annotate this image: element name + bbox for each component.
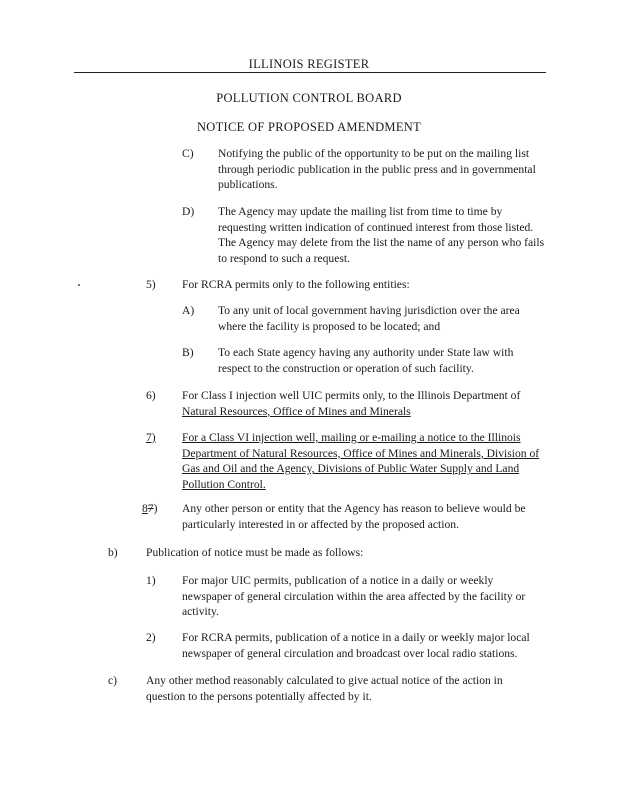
item-label-7: 7) [146, 431, 156, 444]
item-text-A: To any unit of local government having jurisdiction over the area where the facility is proposed to be located; and [218, 304, 520, 333]
item-text-6 [182, 388, 554, 419]
item-label-A: A) [182, 304, 195, 317]
item-label-c: c) [108, 674, 118, 687]
item-text-6-plain: For Class I injection well UIC permits only, to the Illinois Department of [182, 389, 521, 402]
item-label-8-new: 8 [142, 502, 148, 515]
item-text-6-inserted: Natural Resources, Office of Mines and Minerals [182, 404, 411, 418]
item-text-c: Any other method reasonably calculated to give actual notice of the action in question to the persons potentially affected by it. [146, 674, 503, 703]
item-label-8-old: 7 [147, 502, 154, 515]
item-text-b1: For major UIC permits, publication of a notice in a daily or weekly newspaper of general circulation within the area affected by the facility or activity. [182, 574, 526, 619]
item-text-b: Publication of notice must be made as follows: [146, 546, 364, 559]
notice-title: NOTICE OF PROPOSED AMENDMENT [196, 120, 422, 134]
item-text-b2: For RCRA permits, publication of a notice in a daily or weekly major local newspaper of general circulation and broadcast over local radio stations. [182, 631, 530, 660]
item-label-b2: 2) [146, 631, 156, 644]
item-label-b: b) [108, 546, 118, 559]
item-label-b1: 1) [146, 574, 156, 587]
item-label-C: C) [182, 147, 194, 160]
item-label-8 [142, 501, 157, 517]
item-text-D: The Agency may update the mailing list from time to time by requesting written indication of continued interest from those listed. The Agency may delete from the list the name of any person who fails to respond to such a request. [218, 205, 545, 265]
item-text-7: For a Class VI injection well, mailing or e-mailing a notice to the Illinois Department of Natural Resources, Office of Mines and Minerals, Division of Gas and Oil and the Agency, Divisions of Public Water Supply and Land Pollution Control. [182, 431, 540, 491]
item-text-C: Notifying the public of the opportunity to be put on the mailing list through periodic publication in the public press and in governmental publications. [218, 147, 536, 192]
item-text-5: For RCRA permits only to the following entities: [182, 278, 410, 291]
item-label-8-close: ) [153, 502, 158, 515]
board-title: POLLUTION CONTROL BOARD [216, 91, 402, 105]
item-text-B: To each State agency having any authority under State law with respect to the construction or operation of such facility. [218, 346, 514, 375]
register-title: ILLINOIS REGISTER [248, 57, 370, 71]
item-label-5: 5) [146, 278, 156, 291]
item-label-B: B) [182, 346, 194, 359]
item-label-D: D) [182, 205, 195, 218]
margin-mark [78, 284, 80, 286]
header-rule [74, 72, 546, 73]
item-text-8: Any other person or entity that the Agency has reason to believe would be particularly interested in or affected by the proposed action. [182, 502, 526, 531]
item-label-6: 6) [146, 389, 156, 402]
